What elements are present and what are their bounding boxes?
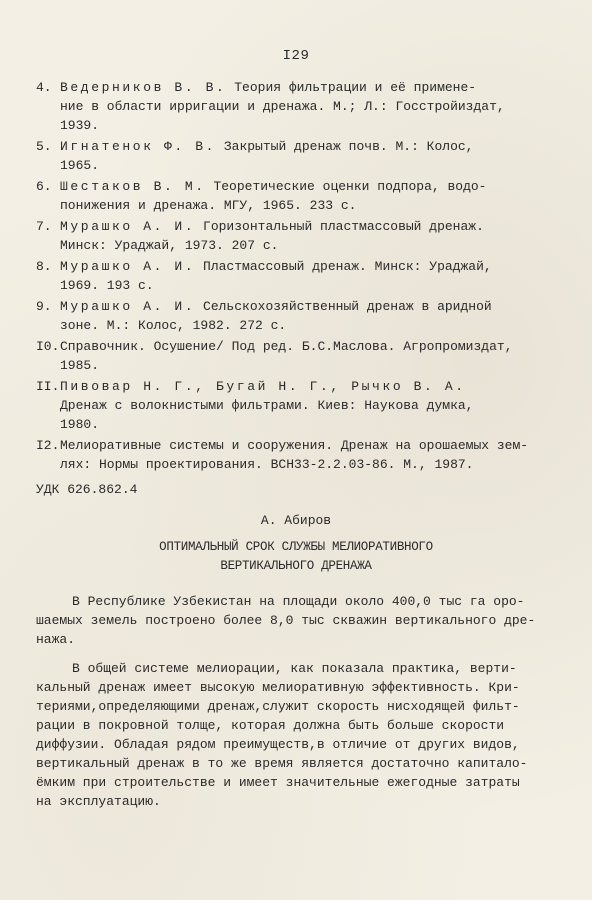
paragraph — [36, 659, 561, 811]
article-body — [36, 592, 561, 811]
reference-line: ние в области ирригации и дренажа. М.; Л.: Госстройиздат, — [60, 99, 505, 114]
paragraph-line: на эксплуатацию. — [36, 794, 161, 809]
article-title — [0, 538, 592, 576]
paragraph-line: ёмким при строительстве и имеет значительные ежегодные затраты — [36, 775, 520, 790]
reference-line — [60, 137, 556, 156]
reference-title: Теоретические оценки подпора, водо- — [213, 179, 487, 194]
paragraph-line: шаемых земель построено более 8,0 тыс скважин вертикального дре- — [36, 613, 536, 628]
reference-line — [60, 257, 556, 276]
article-title-line: ВЕРТИКАЛЬНОГО ДРЕНАЖА — [220, 559, 372, 573]
reference-text — [56, 217, 556, 255]
reference-author: Пивовар Н. Г., Бугай Н. Г., Рычко В. А. — [60, 379, 466, 394]
reference-number: 6. — [36, 179, 52, 194]
reference-item — [36, 436, 556, 474]
reference-title: Теория фильтрации и её примене- — [234, 80, 477, 95]
reference-item — [36, 78, 556, 135]
reference-line: лях: Нормы проектирования. ВСН33-2.2.03-86. М., 1987. — [60, 457, 474, 472]
reference-line — [60, 78, 556, 97]
reference-title: Горизонтальный пластмассовый дренаж. — [203, 219, 484, 234]
reference-number: 9. — [36, 299, 52, 314]
reference-line: 1969. 193 с. — [60, 278, 154, 293]
reference-line: Дренаж с волокнистыми фильтрами. Киев: Наукова думка, — [60, 398, 474, 413]
reference-text — [56, 137, 556, 175]
paragraph-line: рации в покровной толще, которая должна быть больше скорости — [36, 718, 505, 733]
paragraph-line: кальный дренаж имеет высокую мелиоративную эффективность. Кри- — [36, 680, 520, 695]
reference-line: 1985. — [60, 358, 100, 373]
reference-item — [36, 177, 556, 215]
paragraph-line: вертикальный дренаж в то же время является достаточно капитало- — [36, 756, 528, 771]
reference-number: I2. — [36, 438, 60, 453]
paragraph-line: В Республике Узбекистан на площади около 400,0 тыс га оро- — [72, 594, 525, 609]
reference-author: Игнатенок Ф. В. — [60, 139, 217, 154]
reference-line — [60, 297, 556, 316]
reference-line: Минск: Ураджай, 1973. 207 с. — [60, 238, 279, 253]
reference-line: 1939. — [60, 118, 100, 133]
reference-title: Пластмассовый дренаж. Минск: Ураджай, — [203, 259, 492, 274]
paragraph — [36, 592, 561, 649]
reference-line: Мелиоративные системы и сооружения. Дренаж на орошаемых зем- — [60, 438, 529, 453]
paragraph-line: нажа. — [36, 632, 76, 647]
reference-list — [36, 78, 556, 476]
reference-title: Сельскохозяйственный дренаж в аридной — [203, 299, 492, 314]
reference-author: Мурашко А. И. — [60, 259, 196, 274]
reference-number: I0. — [36, 339, 60, 354]
reference-item — [36, 297, 556, 335]
reference-text — [56, 78, 556, 135]
reference-text — [56, 377, 556, 434]
reference-line — [60, 377, 556, 396]
reference-item — [36, 217, 556, 255]
reference-item — [36, 257, 556, 295]
reference-number: 5. — [36, 139, 52, 154]
udk-code: УДК 626.862.4 — [36, 482, 138, 497]
reference-line: 1965. — [60, 158, 100, 173]
reference-line: понижения и дренажа. МГУ, 1965. 233 с. — [60, 198, 357, 213]
reference-title: Закрытый дренаж почв. М.: Колос, — [223, 139, 474, 154]
article-title-line: ОПТИМАЛЬНЫЙ СРОК СЛУЖБЫ МЕЛИОРАТИВНОГО — [159, 540, 433, 554]
reference-item — [36, 377, 556, 434]
paragraph-line: териями,определяющими дренаж,служит скорость нисходящей фильт- — [36, 699, 520, 714]
reference-author: Мурашко А. И. — [60, 219, 196, 234]
reference-text — [56, 436, 556, 474]
paragraph-line: В общей системе мелиорации, как показала практика, верти- — [72, 661, 517, 676]
reference-number: 7. — [36, 219, 52, 234]
reference-author: Мурашко А. И. — [60, 299, 196, 314]
reference-author: Шестаков В. М. — [60, 179, 206, 194]
reference-number: 4. — [36, 80, 52, 95]
paragraph-gap — [36, 649, 561, 659]
reference-item — [36, 337, 556, 375]
reference-text — [56, 337, 556, 375]
reference-number: 8. — [36, 259, 52, 274]
reference-line: зоне. М.: Колос, 1982. 272 с. — [60, 318, 287, 333]
reference-text — [56, 177, 556, 215]
reference-author: Ведерников В. В. — [60, 80, 227, 95]
paragraph-line: диффузии. Обладая рядом преимуществ,в отличие от других видов, — [36, 737, 520, 752]
reference-item — [36, 137, 556, 175]
article-author: А. Абиров — [260, 513, 332, 528]
reference-line — [60, 217, 556, 236]
reference-text — [56, 297, 556, 335]
reference-line — [60, 177, 556, 196]
reference-line: Справочник. Осушение/ Под ред. Б.С.Маслова. Агропромиздат, — [60, 339, 513, 354]
reference-number: II. — [36, 379, 60, 394]
reference-text — [56, 257, 556, 295]
page-number: I29 — [282, 48, 310, 64]
reference-line: 1980. — [60, 417, 100, 432]
